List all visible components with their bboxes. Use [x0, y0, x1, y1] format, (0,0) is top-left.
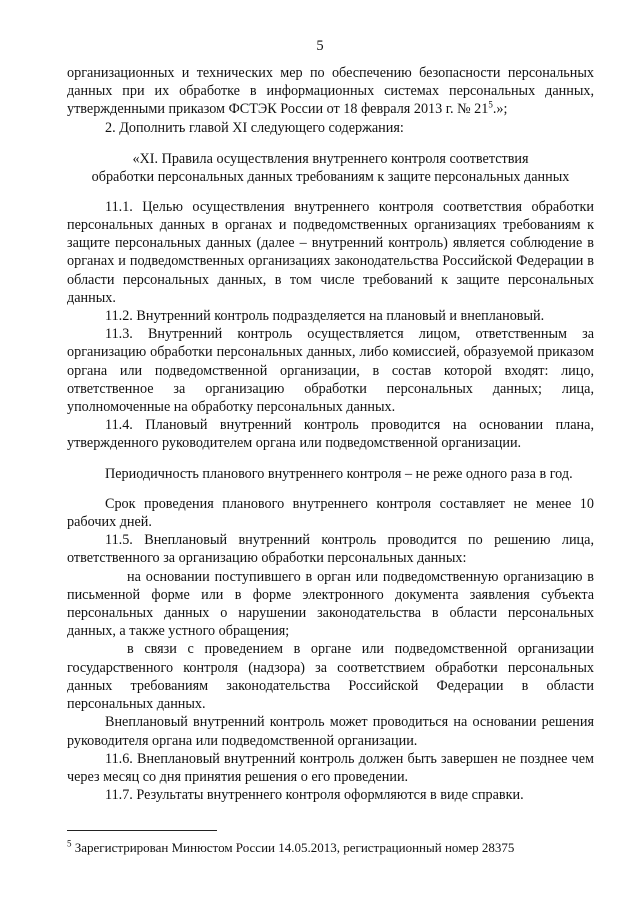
- document-body: [67, 64, 594, 804]
- paragraph-11-1: 11.1. Целью осуществления внутреннего контроля соответствия обработки персональных данных в органах и подведомственных организациях требованиям к защите персональных данных (далее – внутренний контроль) является соблюдение в органах и подведомственных организациях законодательства Российской Федерации в области персональных данных, в том числе требований к защите персональных данных.: [67, 198, 594, 306]
- page-number: 5: [316, 38, 324, 54]
- footnote-ref: 5: [488, 99, 493, 110]
- paragraph-basis-1: на основании поступившего в орган или подведомственную организацию в письменной форме или в форме электронного документа заявления субъекта персональных данных о нарушении законодательства в области персональных данных, а также устного обращения;: [67, 568, 594, 640]
- paragraph-periodicity: Периодичность планового внутреннего контроля – не реже одного раза в год.: [105, 465, 573, 482]
- footnote: [67, 840, 514, 856]
- chapter-heading-line-1: «XI. Правила осуществления внутреннего контроля соответствия: [132, 150, 529, 167]
- footnote-mark: 5: [67, 838, 72, 849]
- chapter-heading-line-2: обработки персональных данных требованиям к защите персональных данных: [91, 169, 570, 186]
- paragraph-11-6: 11.6. Внеплановый внутренний контроль должен быть завершен не позднее чем через месяц со дня принятия решения о его проведении.: [67, 750, 594, 785]
- paragraph-basis-2: в связи с проведением в органе или подведомственной организации государственного контроля (надзора) за соответствием обработки персональных данных требованиям законодательства Российской Федерации в области персональных данных.: [67, 641, 594, 713]
- footnote-text: Зарегистрирован Минюстом России 14.05.2013, регистрационный номер 28375: [71, 840, 515, 855]
- chapter-heading: [67, 150, 594, 187]
- paragraph-11-3: 11.3. Внутренний контроль осуществляется лицом, ответственным за организацию обработки персональных данных, либо комиссией, образуемой приказом органа или подведомственной организации, в состав которой входят: лицо, ответственное за организацию обработки персональных данных; лица, уполномоченные на обработку персональных данных.: [67, 326, 594, 416]
- continuation-text: организационных и технических мер по обеспечению безопасности персональных данных при их обработке в информационных системах персональных данных, утвержденными приказом ФСТЭК России от 18 февраля 2013 г. № 21: [67, 65, 594, 118]
- paragraph-11-2: 11.2. Внутренний контроль подразделяется на плановый и внеплановый.: [105, 308, 545, 325]
- paragraph-11-5: 11.5. Внеплановый внутренний контроль проводится по решению лица, ответственного за организацию обработки персональных данных:: [67, 532, 594, 567]
- paragraph-11-7: 11.7. Результаты внутреннего контроля оформляются в виде справки.: [105, 787, 524, 804]
- item-2: 2. Дополнить главой XI следующего содержания:: [105, 119, 404, 136]
- paragraph-11-4: 11.4. Плановый внутренний контроль проводится на основании плана, утвержденного руководителем органа или подведомственной организации.: [67, 417, 594, 452]
- continuation-tail: .»;: [492, 101, 508, 118]
- footnote-separator: [67, 830, 217, 831]
- continuation-paragraph: [67, 64, 594, 119]
- paragraph-unscheduled: Внеплановый внутренний контроль может проводиться на основании решения руководителя органа или подведомственной организации.: [67, 714, 594, 749]
- paragraph-duration: Срок проведения планового внутреннего контроля составляет не менее 10 рабочих дней.: [67, 495, 594, 531]
